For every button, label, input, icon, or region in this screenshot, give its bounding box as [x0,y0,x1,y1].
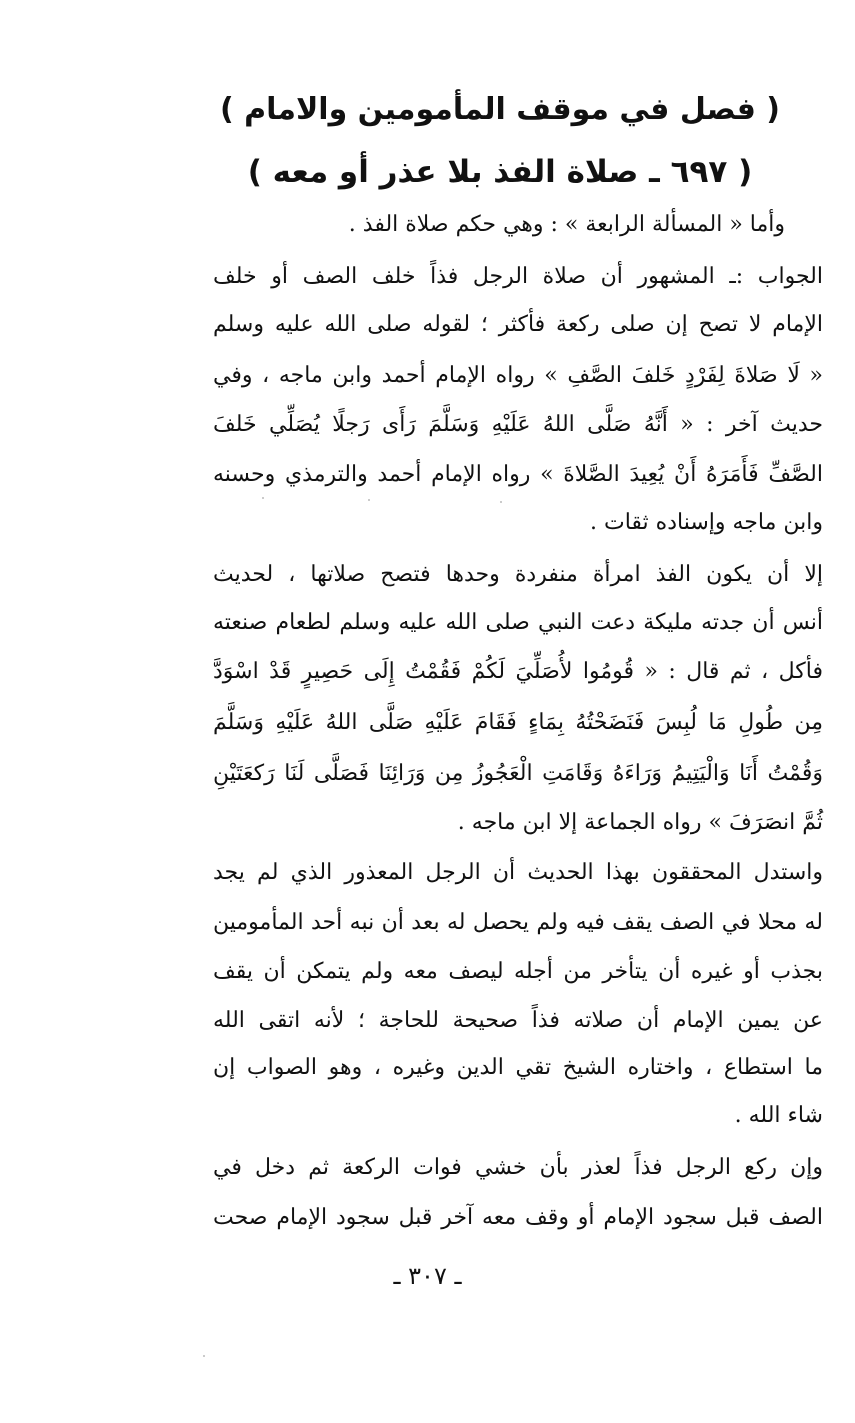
body-line: ثُمَّ انصَرَفَ » رواه الجماعة إلا ابن ماجه . [457,810,823,835]
body-line: وإن ركع الرجل فذاً لعذر بأن خشي فوات الركعة ثم دخل في [213,1155,823,1180]
body-line: الجواب :ـ المشهور أن صلاة الرجل فذاً خلف الصف أو خلف [213,264,823,289]
body-line: وابن ماجه وإسناده ثقات . [590,510,823,535]
body-line: الصَّفِّ فَأَمَرَهُ أَنْ يُعِيدَ الصَّلاةَ » رواه الإمام أحمد والترمذي وحسنه [213,462,823,487]
body-line: الإمام لا تصح إن صلى ركعة فأكثر ؛ لقوله صلى الله عليه وسلم [213,312,823,337]
page-number: ـ ٣٠٧ ـ [393,1262,462,1290]
body-line: عن يمين الإمام أن صلاته فذاً صحيحة للحاجة ؛ لأنه اتقى الله [213,1008,823,1033]
scan-speck [500,501,502,503]
body-line: ما استطاع ، واختاره الشيخ تقي الدين وغيره ، وهو الصواب إن [213,1055,823,1080]
body-line: وَقُمْتُ أَنَا وَالْيَتِيمُ وَرَاءَهُ وَقَامَتِ الْعَجُوزُ مِن وَرَائِنَا فَصَلَّى لَنَا رَكعَتَيْنِ [213,761,823,786]
body-line: مِن طُولِ مَا لُبِسَ فَنَضَحْتُهُ بِمَاءٍ فَقَامَ عَلَيْهِ صَلَّى اللهُ عَلَيْهِ وَسَلَّمَ [213,710,823,735]
body-line: شاء الله . [734,1103,823,1128]
body-line: أنس أن جدته مليكة دعت النبي صلى الله عليه وسلم لطعام صنعته [213,610,823,635]
scan-speck [262,497,264,499]
scan-speck [368,499,370,501]
body-line: وأما « المسألة الرابعة » : وهي حكم صلاة الفذ . [348,212,785,237]
body-line: إلا أن يكون الفذ امرأة منفردة وحدها فتصح صلاتها ، لحديث [213,562,823,587]
body-line: الصف قبل سجود الإمام أو وقف معه آخر قبل سجود الإمام صحت [213,1205,823,1230]
body-line: واستدل المحققون بهذا الحديث أن الرجل المعذور الذي لم يجد [213,860,823,885]
body-line: « لَا صَلاةَ لِفَرْدٍ خَلفَ الصَّفِ » رواه الإمام أحمد وابن ماجه ، وفي [213,363,823,388]
body-line: حديث آخر : « أَنَّهُ صَلَّى اللهُ عَلَيْهِ وَسَلَّمَ رَأَى رَجلًا يُصَلِّي خَلفَ [213,412,823,437]
body-line: له محلا في الصف يقف فيه ولم يحصل له بعد أن نبه أحد المأمومين [213,910,823,935]
section-heading: ( فصل في موقف المأمومين والامام ) [219,92,781,127]
scan-speck [203,1355,205,1357]
body-line: فأكل ، ثم قال : « قُومُوا لأُصَلِّيَ لَكُمْ فَقُمْتُ إِلَى حَصِيرٍ قَدْ اسْوَدَّ [213,659,823,684]
body-line: بجذب أو غيره أن يتأخر من أجله ليصف معه ولم يتمكن أن يقف [213,959,823,984]
issue-heading: ( ٦٩٧ ـ صلاة الفذ بلا عذر أو معه ) [247,154,753,190]
